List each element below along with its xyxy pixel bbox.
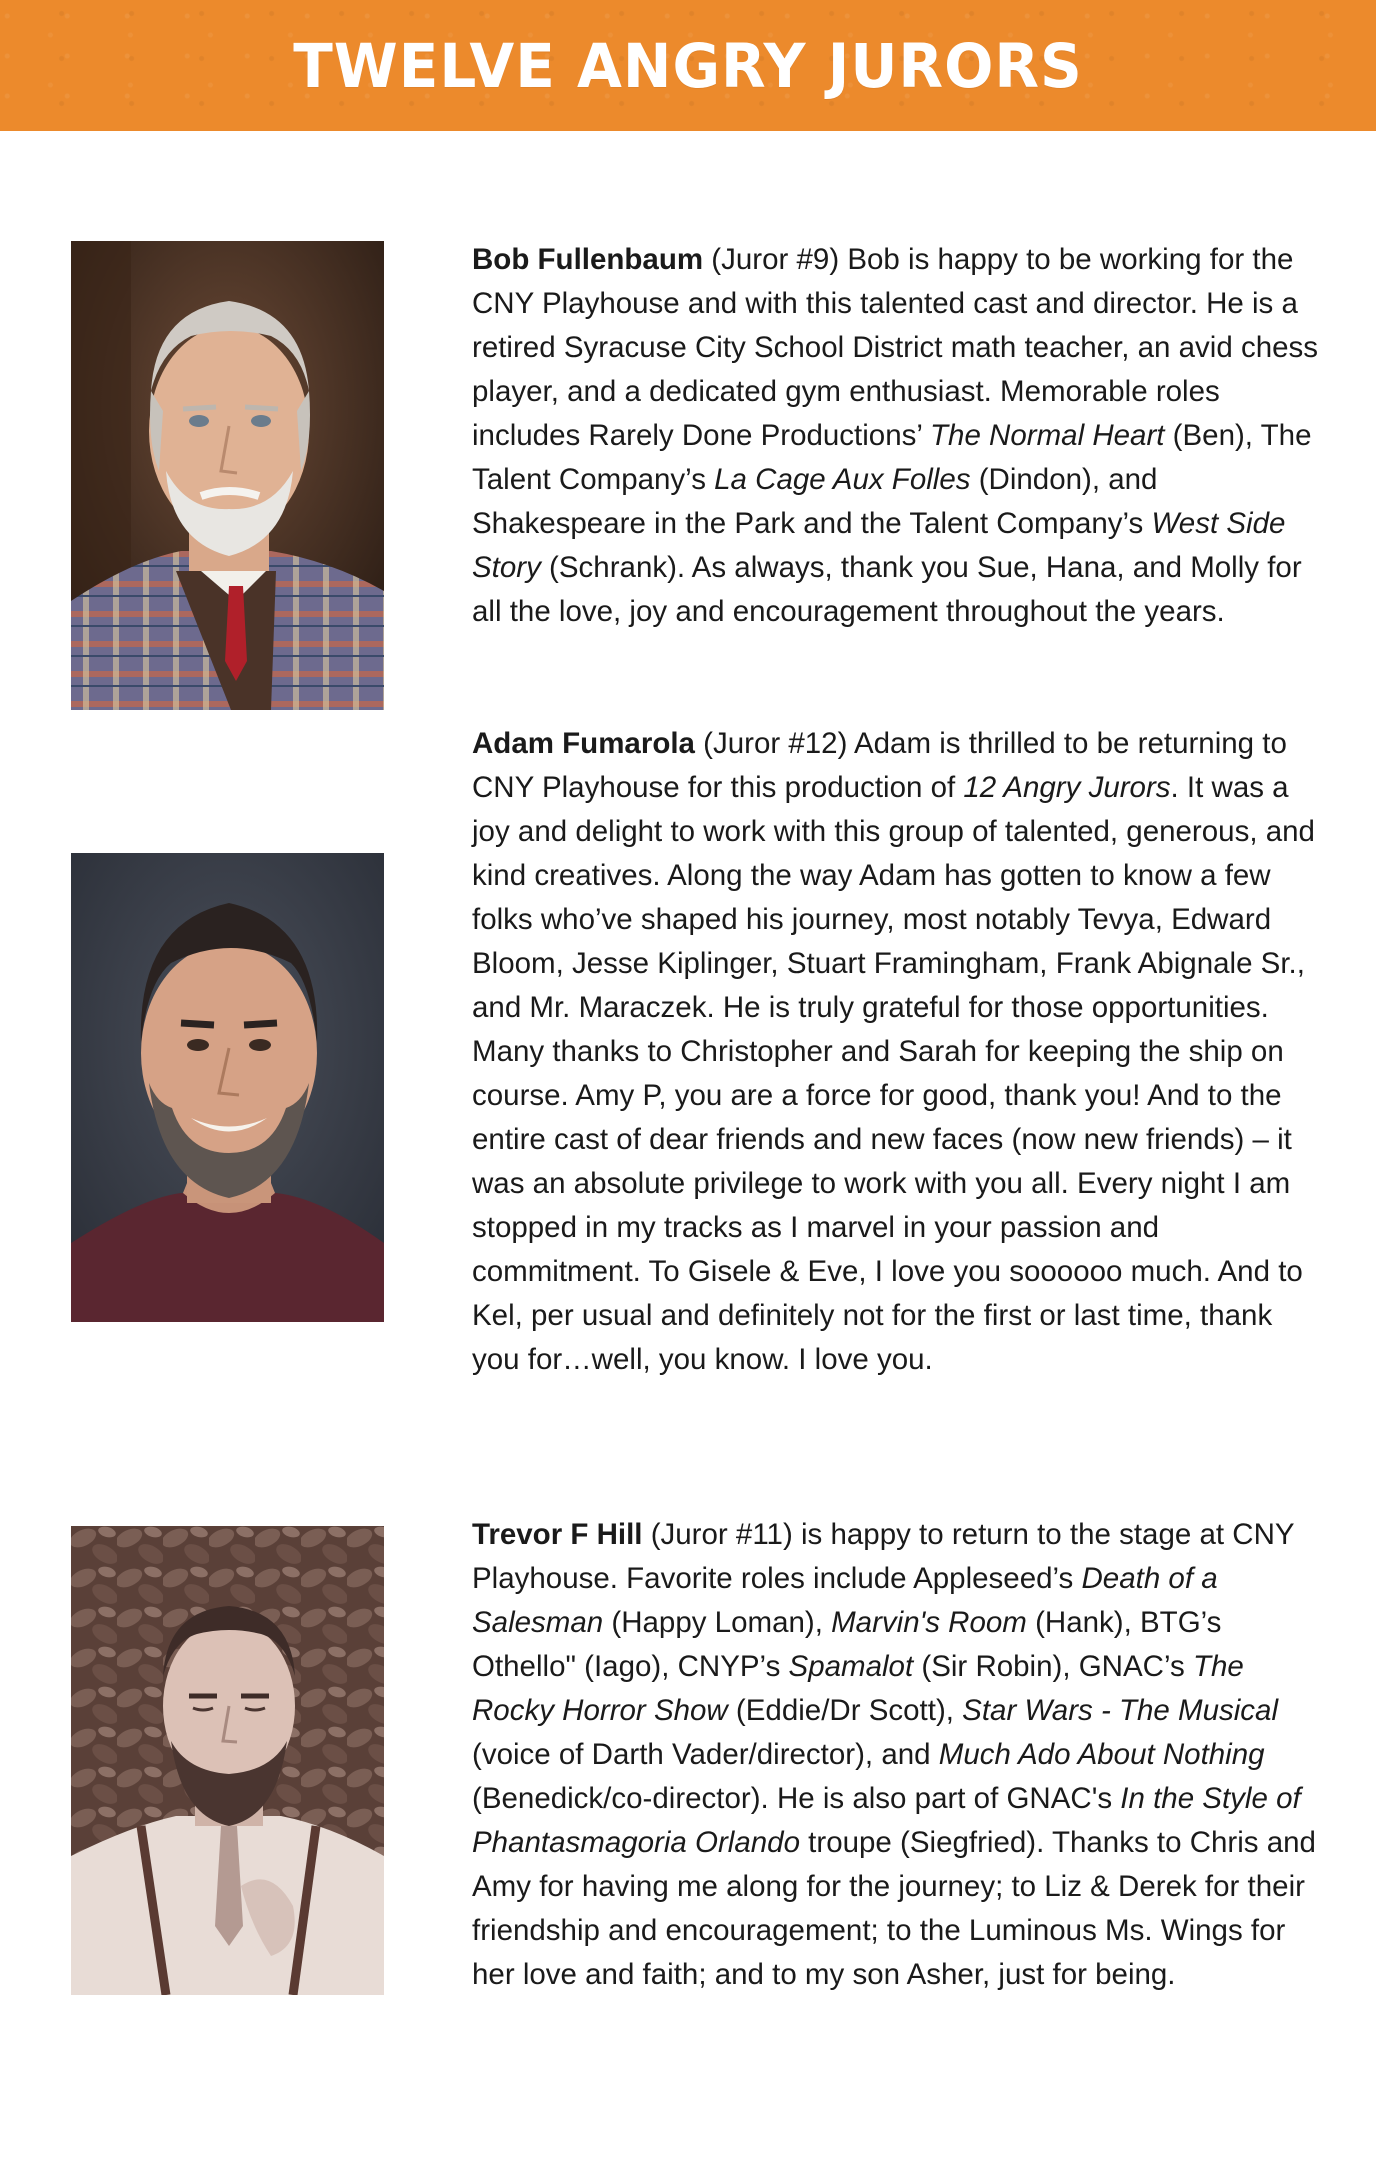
production-title: Much Ado About Nothing xyxy=(938,1738,1265,1771)
production-title: The Normal Heart xyxy=(930,419,1165,452)
page-title: TWELVE ANGRY JURORS xyxy=(293,29,1083,102)
bio-text: (Juror #12) Adam is thrilled to be returning to CNY Playhouse for this production of xyxy=(472,727,1287,804)
production-title: La Cage Aux Folles xyxy=(714,463,971,496)
headshot-photo-bob-fullenbaum xyxy=(71,241,384,710)
headshot-photo-adam-fumarola xyxy=(71,853,384,1322)
bio-text: troupe (Siegfried). Thanks to Chris and Amy for having me along for the journey; to Liz & Derek for their friendship and encouragement; to the Luminous Ms. Wings for her love and faith; and to my son Asher, just for being. xyxy=(472,1826,1316,1991)
bio-text: (Ben), The Talent Company’s xyxy=(472,419,1312,496)
production-title: Spamalot xyxy=(788,1650,914,1683)
bio-text: (Juror #11) is happy to return to the stage at CNY Playhouse. Favorite roles include Appleseed’s xyxy=(472,1518,1295,1595)
production-title: Star Wars - The Musical xyxy=(962,1694,1279,1727)
bio-text: (Sir Robin), GNAC’s xyxy=(913,1650,1193,1683)
juror-name: Adam Fumarola xyxy=(472,727,695,760)
bio-text: (Juror #9) Bob is happy to be working for the CNY Playhouse and with this talented cast and director. He is a retired Syracuse City School District math teacher, an avid chess player, and a dedicated gym enthusiast. Memorable roles includes Rarely Done Productions’ xyxy=(472,243,1319,452)
production-title: The Rocky Horror Show xyxy=(472,1650,1244,1727)
production-title: Death of a Salesman xyxy=(472,1562,1218,1639)
bio-text: (Eddie/Dr Scott), xyxy=(727,1694,963,1727)
header-banner xyxy=(0,0,1376,131)
production-title: In the Style of Phantasmagoria Orlando xyxy=(472,1782,1301,1859)
bio-text: (Schrank). As always, thank you Sue, Hana, and Molly for all the love, joy and encouragement throughout the years. xyxy=(472,551,1302,628)
bio-text: (Dindon), and Shakespeare in the Park and the Talent Company’s xyxy=(472,463,1158,540)
bio-text: (voice of Darth Vader/director), and xyxy=(472,1738,939,1771)
bio-adam-fumarola xyxy=(472,722,1322,1382)
bio-text: (Happy Loman), xyxy=(603,1606,832,1639)
bio-trevor-f-hill xyxy=(472,1513,1322,1997)
headshot-photo-trevor-f-hill xyxy=(71,1526,384,1995)
bio-text: (Benedick/co-director). He is also part of GNAC's xyxy=(472,1782,1121,1815)
production-title: Marvin's Room xyxy=(831,1606,1027,1639)
juror-name: Trevor F Hill xyxy=(472,1518,643,1551)
bio-text: . It was a joy and delight to work with this group of talented, generous, and kind creatives. Along the way Adam has gotten to know a few folks who’ve shaped his journey, most notably Tevya, Edward Bloom, Jesse Kiplinger, Stuart Framingham, Frank Abignale Sr., and Mr. Maraczek. He is truly grateful for those opportunities. Many thanks to Christopher and Sarah for keeping the ship on course. Amy P, you are a force for good, thank you! And to the entire cast of dear friends and new faces (now new friends) – it was an absolute privilege to work with you all. Every night I am stopped in my tracks as I marvel in your passion and commitment. To Gisele & Eve, I love you soooooo much. And to Kel, per usual and definitely not for the first or last time, thank you for…well, you know. I love you. xyxy=(472,771,1315,1376)
bio-text: (Hank), BTG’s Othello" (Iago), CNYP’s xyxy=(472,1606,1222,1683)
production-title: West Side Story xyxy=(472,507,1286,584)
bio-bob-fullenbaum xyxy=(472,238,1322,634)
production-title: 12 Angry Jurors xyxy=(963,771,1171,804)
juror-name: Bob Fullenbaum xyxy=(472,243,704,276)
